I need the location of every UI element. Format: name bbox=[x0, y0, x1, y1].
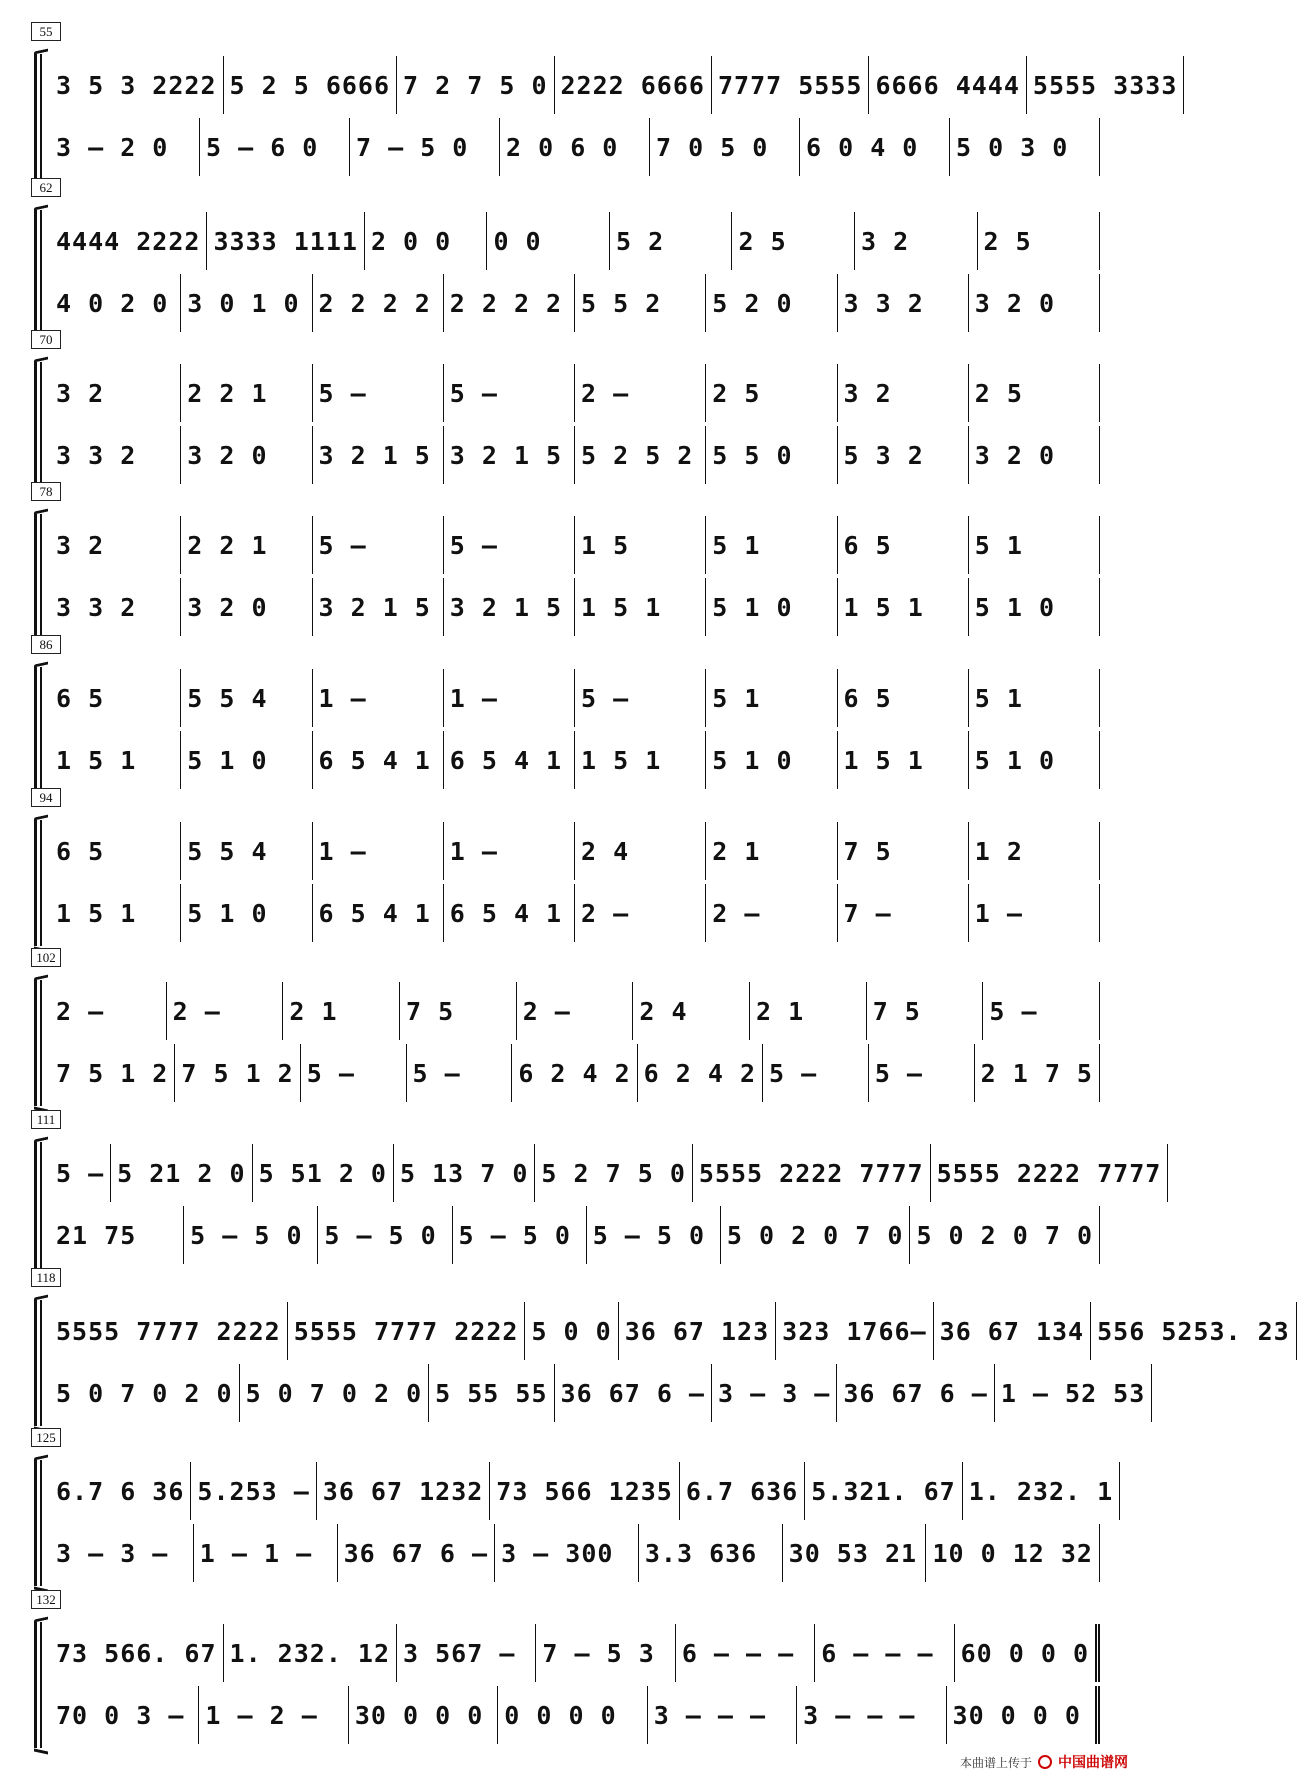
measure: 556 5253. 23 bbox=[1091, 1302, 1297, 1360]
lower-staff bbox=[50, 1206, 1100, 1264]
measure: 5 2 bbox=[610, 212, 733, 270]
measure: 7 0 5 0 bbox=[650, 118, 800, 176]
measure: 3 2 1 5 bbox=[444, 578, 575, 636]
measure: 6 5 bbox=[50, 669, 181, 727]
measure: 6 2 4 2 bbox=[512, 1044, 637, 1102]
measure: 6 5 bbox=[838, 669, 969, 727]
measure: 5 – bbox=[301, 1044, 407, 1102]
measure: 2 5 bbox=[706, 364, 837, 422]
measure: 5555 3333 bbox=[1027, 56, 1184, 114]
measure: 3333 1111 bbox=[207, 212, 364, 270]
measure: 6 0 4 0 bbox=[800, 118, 950, 176]
measure: 2 – bbox=[575, 884, 706, 942]
measure: 5 – bbox=[983, 982, 1100, 1040]
measure: 5 – bbox=[575, 669, 706, 727]
measure: 3 – 300 bbox=[495, 1524, 639, 1582]
measure: 5 2 0 bbox=[706, 274, 837, 332]
measure: 5 55 55 bbox=[429, 1364, 554, 1422]
measure: 7 5 bbox=[838, 822, 969, 880]
measure: 5 – 6 0 bbox=[200, 118, 350, 176]
measure: 2 – bbox=[517, 982, 634, 1040]
measure: 3 0 1 0 bbox=[181, 274, 312, 332]
bracket-top-hook bbox=[34, 662, 48, 674]
measure: 7 5 bbox=[400, 982, 517, 1040]
lower-staff bbox=[50, 274, 1100, 332]
measure: 5 0 2 0 7 0 bbox=[910, 1206, 1100, 1264]
bracket-top-hook bbox=[34, 815, 48, 827]
measure: 5 – bbox=[50, 1144, 111, 1202]
measure: 1 5 1 bbox=[50, 731, 181, 789]
measure: 2 1 bbox=[750, 982, 867, 1040]
score-system bbox=[0, 1590, 1136, 1748]
measure: 5 – bbox=[444, 364, 575, 422]
measure: 2 4 bbox=[633, 982, 750, 1040]
measure: 0 0 bbox=[487, 212, 610, 270]
measure: 2 – bbox=[706, 884, 837, 942]
measure: 5 – bbox=[407, 1044, 513, 1102]
measure: 5 – 5 0 bbox=[318, 1206, 452, 1264]
system-bracket bbox=[34, 210, 37, 336]
measure: 5 1 bbox=[969, 516, 1100, 574]
system-bracket bbox=[34, 514, 37, 640]
bracket-top-hook bbox=[34, 1137, 48, 1149]
measure: 2 0 0 bbox=[365, 212, 488, 270]
system-bracket-line bbox=[40, 980, 42, 1106]
measure: 6 5 bbox=[838, 516, 969, 574]
measure: 5555 2222 7777 bbox=[693, 1144, 931, 1202]
upper-staff bbox=[50, 1144, 1162, 1202]
measure: 7 5 1 2 bbox=[50, 1044, 175, 1102]
upper-staff bbox=[50, 1624, 1100, 1682]
measure: 5 0 2 0 7 0 bbox=[721, 1206, 911, 1264]
lower-staff bbox=[50, 426, 1100, 484]
measure: 7 2 7 5 0 bbox=[397, 56, 554, 114]
measure: 5.321. 67 bbox=[805, 1462, 962, 1520]
measure: 5 1 0 bbox=[969, 731, 1100, 789]
measure: 2 – bbox=[575, 364, 706, 422]
measure: 60 0 0 0 bbox=[955, 1624, 1100, 1682]
measure: 5 3 2 bbox=[838, 426, 969, 484]
system-bracket-line bbox=[40, 1622, 42, 1748]
measure: 3 567 – bbox=[397, 1624, 536, 1682]
measure: 2 – bbox=[167, 982, 284, 1040]
measure: 6 – – – bbox=[676, 1624, 815, 1682]
measure: 1. 232. 1 bbox=[963, 1462, 1120, 1520]
upload-note: 本曲谱上传于 bbox=[959, 1755, 1032, 1770]
score-system bbox=[0, 948, 1136, 1106]
system-bracket bbox=[34, 1460, 37, 1586]
system-bracket-line bbox=[40, 54, 42, 180]
lower-staff bbox=[50, 1364, 1146, 1422]
measure: 5 – bbox=[869, 1044, 975, 1102]
measure: 5 5 0 bbox=[706, 426, 837, 484]
measure: 1 – 2 – bbox=[199, 1686, 348, 1744]
measure: 5 21 2 0 bbox=[111, 1144, 252, 1202]
measure: 5 – bbox=[313, 516, 444, 574]
measure: 5 1 bbox=[706, 669, 837, 727]
system-bracket bbox=[34, 362, 37, 488]
measure: 3 2 1 5 bbox=[444, 426, 575, 484]
measure: 1 5 1 bbox=[50, 884, 181, 942]
upper-staff bbox=[50, 516, 1100, 574]
measure: 10 0 12 32 bbox=[926, 1524, 1100, 1582]
measure: 3 2 1 5 bbox=[313, 578, 444, 636]
measure: 3.3 636 bbox=[639, 1524, 783, 1582]
measure: 2 2 2 2 bbox=[313, 274, 444, 332]
measure: 30 0 0 0 bbox=[349, 1686, 498, 1744]
lower-staff bbox=[50, 578, 1100, 636]
bracket-top-hook bbox=[34, 1455, 48, 1467]
measure: 5 2 7 5 0 bbox=[535, 1144, 692, 1202]
measure-number: 102 bbox=[31, 948, 61, 967]
lower-staff bbox=[50, 884, 1100, 942]
measure: 3 2 1 5 bbox=[313, 426, 444, 484]
measure: 30 0 0 0 bbox=[947, 1686, 1100, 1744]
measure: 3 – 3 – bbox=[50, 1524, 194, 1582]
measure: 2 5 bbox=[732, 212, 855, 270]
measure: 1 5 bbox=[575, 516, 706, 574]
measure-number: 118 bbox=[31, 1268, 61, 1287]
measure: 70 0 3 – bbox=[50, 1686, 199, 1744]
measure: 2 – bbox=[50, 982, 167, 1040]
upper-staff bbox=[50, 212, 1100, 270]
measure: 5 2 5 6666 bbox=[224, 56, 398, 114]
measure-number: 70 bbox=[31, 330, 61, 349]
system-bracket-line bbox=[40, 362, 42, 488]
measure: 5 1 0 bbox=[706, 731, 837, 789]
measure: 5 2 5 2 bbox=[575, 426, 706, 484]
measure: 3 2 bbox=[855, 212, 978, 270]
measure: 1 – bbox=[969, 884, 1100, 942]
measure: 7777 5555 bbox=[712, 56, 869, 114]
measure: 5.253 – bbox=[191, 1462, 316, 1520]
score-system bbox=[0, 1428, 1136, 1586]
measure: 1 – bbox=[444, 822, 575, 880]
measure: 36 67 6 – bbox=[555, 1364, 712, 1422]
measure: 5 0 0 bbox=[525, 1302, 618, 1360]
measure: 1 – 52 53 bbox=[995, 1364, 1152, 1422]
measure: 4 0 2 0 bbox=[50, 274, 181, 332]
measure: 5 – bbox=[313, 364, 444, 422]
measure: 5 5 4 bbox=[181, 669, 312, 727]
system-bracket-line bbox=[40, 210, 42, 336]
measure: 2 2 2 2 bbox=[444, 274, 575, 332]
measure: 1 5 1 bbox=[575, 578, 706, 636]
system-bracket bbox=[34, 980, 37, 1106]
measure: 1 – 1 – bbox=[194, 1524, 338, 1582]
measure: 5 – 5 0 bbox=[184, 1206, 318, 1264]
measure: 36 67 134 bbox=[934, 1302, 1091, 1360]
measure: 5 13 7 0 bbox=[394, 1144, 535, 1202]
measure: 6 5 4 1 bbox=[444, 884, 575, 942]
measure: 36 67 123 bbox=[619, 1302, 776, 1360]
measure: 3 – – – bbox=[797, 1686, 946, 1744]
measure: 7 – bbox=[838, 884, 969, 942]
measure: 5555 7777 2222 bbox=[50, 1302, 288, 1360]
system-bracket-line bbox=[40, 1460, 42, 1586]
measure: 5 0 3 0 bbox=[950, 118, 1100, 176]
bracket-top-hook bbox=[34, 1617, 48, 1629]
lower-staff bbox=[50, 1524, 1100, 1582]
score-system bbox=[0, 22, 1178, 180]
measure: 1 2 bbox=[969, 822, 1100, 880]
measure: 5555 7777 2222 bbox=[288, 1302, 526, 1360]
measure: 5 0 7 0 2 0 bbox=[240, 1364, 430, 1422]
measure: 6.7 636 bbox=[680, 1462, 805, 1520]
measure: 36 67 6 – bbox=[338, 1524, 495, 1582]
measure-number: 78 bbox=[31, 482, 61, 501]
measure: 73 566. 67 bbox=[50, 1624, 224, 1682]
measure-number: 55 bbox=[31, 22, 61, 41]
measure: 6 2 4 2 bbox=[638, 1044, 763, 1102]
system-bracket-line bbox=[40, 514, 42, 640]
measure: 3 3 2 bbox=[50, 578, 181, 636]
measure: 3 2 0 bbox=[181, 426, 312, 484]
score-system bbox=[0, 635, 1136, 793]
score-system bbox=[0, 330, 1136, 488]
upper-staff bbox=[50, 1302, 1290, 1360]
measure: 7 5 1 2 bbox=[175, 1044, 300, 1102]
measure: 1 – bbox=[313, 822, 444, 880]
measure: 1 5 1 bbox=[838, 578, 969, 636]
measure: 1 5 1 bbox=[838, 731, 969, 789]
measure-number: 86 bbox=[31, 635, 61, 654]
measure-number: 94 bbox=[31, 788, 61, 807]
measure: 7 – 5 0 bbox=[350, 118, 500, 176]
measure: 5 – bbox=[444, 516, 575, 574]
measure: 5 0 7 0 2 0 bbox=[50, 1364, 240, 1422]
measure-number: 125 bbox=[31, 1428, 61, 1447]
upper-staff bbox=[50, 364, 1100, 422]
measure: 2 1 bbox=[706, 822, 837, 880]
measure: 3 2 0 bbox=[969, 274, 1100, 332]
measure: 2 1 bbox=[283, 982, 400, 1040]
measure: 1 – bbox=[313, 669, 444, 727]
system-bracket-line bbox=[40, 1300, 42, 1426]
measure: 2 2 1 bbox=[181, 516, 312, 574]
bracket-top-hook bbox=[34, 975, 48, 987]
measure: 323 1766– bbox=[776, 1302, 933, 1360]
lower-staff bbox=[50, 1044, 1100, 1102]
measure: 2 4 bbox=[575, 822, 706, 880]
measure: 3 – – – bbox=[648, 1686, 797, 1744]
measure: 4444 2222 bbox=[50, 212, 207, 270]
measure: 2 5 bbox=[969, 364, 1100, 422]
score-system bbox=[0, 788, 1136, 946]
measure: 6666 4444 bbox=[869, 56, 1026, 114]
measure: 6 5 bbox=[50, 822, 181, 880]
measure: 2 5 bbox=[978, 212, 1101, 270]
measure: 6 5 4 1 bbox=[313, 884, 444, 942]
score-system bbox=[0, 1110, 1162, 1268]
measure: 3 – 2 0 bbox=[50, 118, 200, 176]
measure: 5 1 0 bbox=[706, 578, 837, 636]
measure-number: 132 bbox=[31, 1590, 61, 1609]
bracket-top-hook bbox=[34, 49, 48, 61]
measure: 5 – bbox=[763, 1044, 869, 1102]
measure: 73 566 1235 bbox=[490, 1462, 680, 1520]
bracket-top-hook bbox=[34, 357, 48, 369]
upper-staff bbox=[50, 1462, 1114, 1520]
measure: 1 – bbox=[444, 669, 575, 727]
measure: 3 3 2 bbox=[838, 274, 969, 332]
measure-number: 62 bbox=[31, 178, 61, 197]
score-system bbox=[0, 1268, 1290, 1426]
system-bracket-line bbox=[40, 820, 42, 946]
measure: 3 3 2 bbox=[50, 426, 181, 484]
measure: 5555 2222 7777 bbox=[931, 1144, 1169, 1202]
measure: 3 2 bbox=[50, 516, 181, 574]
measure: 7 5 bbox=[867, 982, 984, 1040]
measure: 5 – 5 0 bbox=[453, 1206, 587, 1264]
bracket-top-hook bbox=[34, 1295, 48, 1307]
footer-credit bbox=[960, 1752, 1128, 1772]
measure: 6 – – – bbox=[815, 1624, 954, 1682]
system-bracket bbox=[34, 820, 37, 946]
system-bracket bbox=[34, 54, 37, 180]
bracket-bottom-hook bbox=[34, 1743, 48, 1755]
measure: 7 – 5 3 bbox=[536, 1624, 675, 1682]
system-bracket bbox=[34, 1142, 37, 1268]
bracket-top-hook bbox=[34, 205, 48, 217]
measure: 5 1 0 bbox=[969, 578, 1100, 636]
measure: 3 2 0 bbox=[969, 426, 1100, 484]
measure: 2 2 1 bbox=[181, 364, 312, 422]
measure: 5 5 4 bbox=[181, 822, 312, 880]
lower-staff bbox=[50, 118, 1100, 176]
lower-staff bbox=[50, 731, 1100, 789]
upper-staff bbox=[50, 669, 1100, 727]
measure: 5 – 5 0 bbox=[587, 1206, 721, 1264]
measure: 6.7 6 36 bbox=[50, 1462, 191, 1520]
upper-staff bbox=[50, 56, 1178, 114]
measure: 2 1 7 5 bbox=[975, 1044, 1100, 1102]
measure: 36 67 1232 bbox=[317, 1462, 491, 1520]
measure: 3 2 0 bbox=[181, 578, 312, 636]
measure: 5 1 bbox=[706, 516, 837, 574]
measure: 2 0 6 0 bbox=[500, 118, 650, 176]
bracket-top-hook bbox=[34, 509, 48, 521]
measure-number: 111 bbox=[31, 1110, 61, 1129]
measure: 1. 232. 12 bbox=[224, 1624, 398, 1682]
measure: 21 75 bbox=[50, 1206, 184, 1264]
measure: 6 5 4 1 bbox=[313, 731, 444, 789]
measure: 3 2 bbox=[838, 364, 969, 422]
site-logo-icon bbox=[1038, 1755, 1052, 1769]
measure: 3 5 3 2222 bbox=[50, 56, 224, 114]
measure: 1 5 1 bbox=[575, 731, 706, 789]
measure: 3 – 3 – bbox=[712, 1364, 837, 1422]
system-bracket-line bbox=[40, 667, 42, 793]
lower-staff bbox=[50, 1686, 1100, 1744]
system-bracket bbox=[34, 1300, 37, 1426]
system-bracket-line bbox=[40, 1142, 42, 1268]
system-bracket bbox=[34, 667, 37, 793]
measure: 5 5 2 bbox=[575, 274, 706, 332]
score-system bbox=[0, 178, 1136, 336]
upper-staff bbox=[50, 982, 1100, 1040]
measure: 6 5 4 1 bbox=[444, 731, 575, 789]
measure: 5 1 0 bbox=[181, 731, 312, 789]
measure: 30 53 21 bbox=[783, 1524, 927, 1582]
measure: 5 51 2 0 bbox=[253, 1144, 394, 1202]
system-bracket bbox=[34, 1622, 37, 1748]
site-name: 中国曲谱网 bbox=[1058, 1755, 1128, 1771]
measure: 0 0 0 0 bbox=[498, 1686, 647, 1744]
measure: 3 2 bbox=[50, 364, 181, 422]
measure: 36 67 6 – bbox=[837, 1364, 994, 1422]
measure: 2222 6666 bbox=[555, 56, 712, 114]
measure: 5 1 0 bbox=[181, 884, 312, 942]
upper-staff bbox=[50, 822, 1100, 880]
measure: 5 1 bbox=[969, 669, 1100, 727]
score-system bbox=[0, 482, 1136, 640]
